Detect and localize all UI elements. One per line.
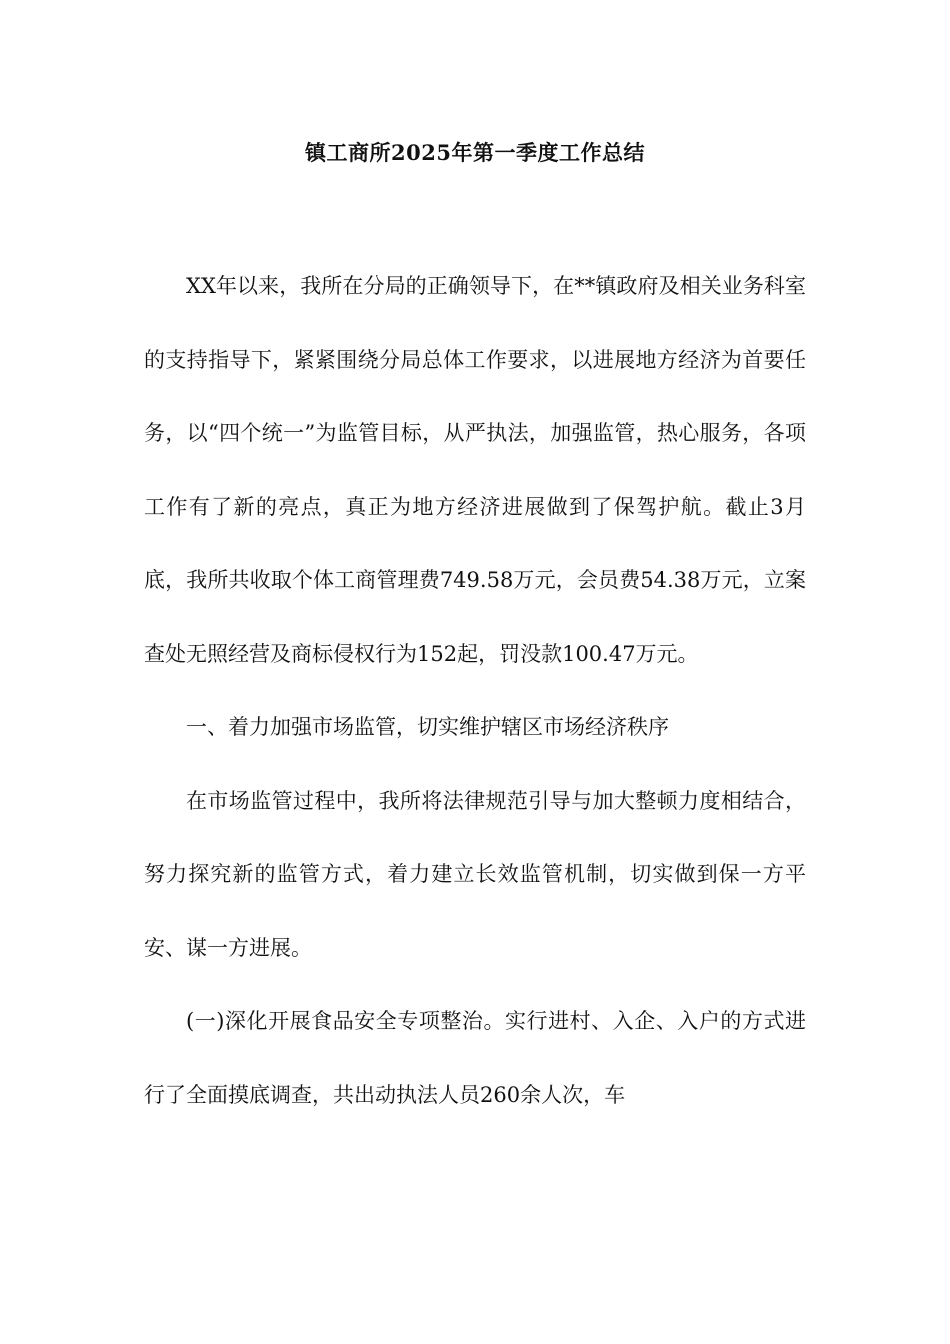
document-body xyxy=(144,250,806,1132)
paragraph-subsection-1: (一)深化开展食品安全专项整治。实行进村、入企、入户的方式进行了全面摸底调查，共出动执法人员260余人次，车 xyxy=(144,1009,806,1107)
section-heading-1: 一、着力加强市场监管，切实维护辖区市场经济秩序 xyxy=(186,715,669,739)
document-title: 镇工商所2025年第一季度工作总结 xyxy=(305,140,645,165)
paragraph-section-1: 在市场监管过程中，我所将法律规范引导与加大整顿力度相结合，努力探究新的监管方式，着力建立长效监管机制，切实做到保一方平安、谋一方进展。 xyxy=(144,788,806,960)
paragraph-intro: XX年以来，我所在分局的正确领导下，在**镇政府及相关业务科室的支持指导下，紧紧围绕分局总体工作要求，以进展地方经济为首要任务，以“四个统一”为监管目标，从严执法，加强监管，热心服务，各项工作有了新的亮点，真正为地方经济进展做到了保驾护航。截止3月底，我所共收取个体工商管理费749.58万元，会员费54.38万元，立案查处无照经营及商标侵权行为152起，罚没款100.47万元。 xyxy=(144,274,806,666)
